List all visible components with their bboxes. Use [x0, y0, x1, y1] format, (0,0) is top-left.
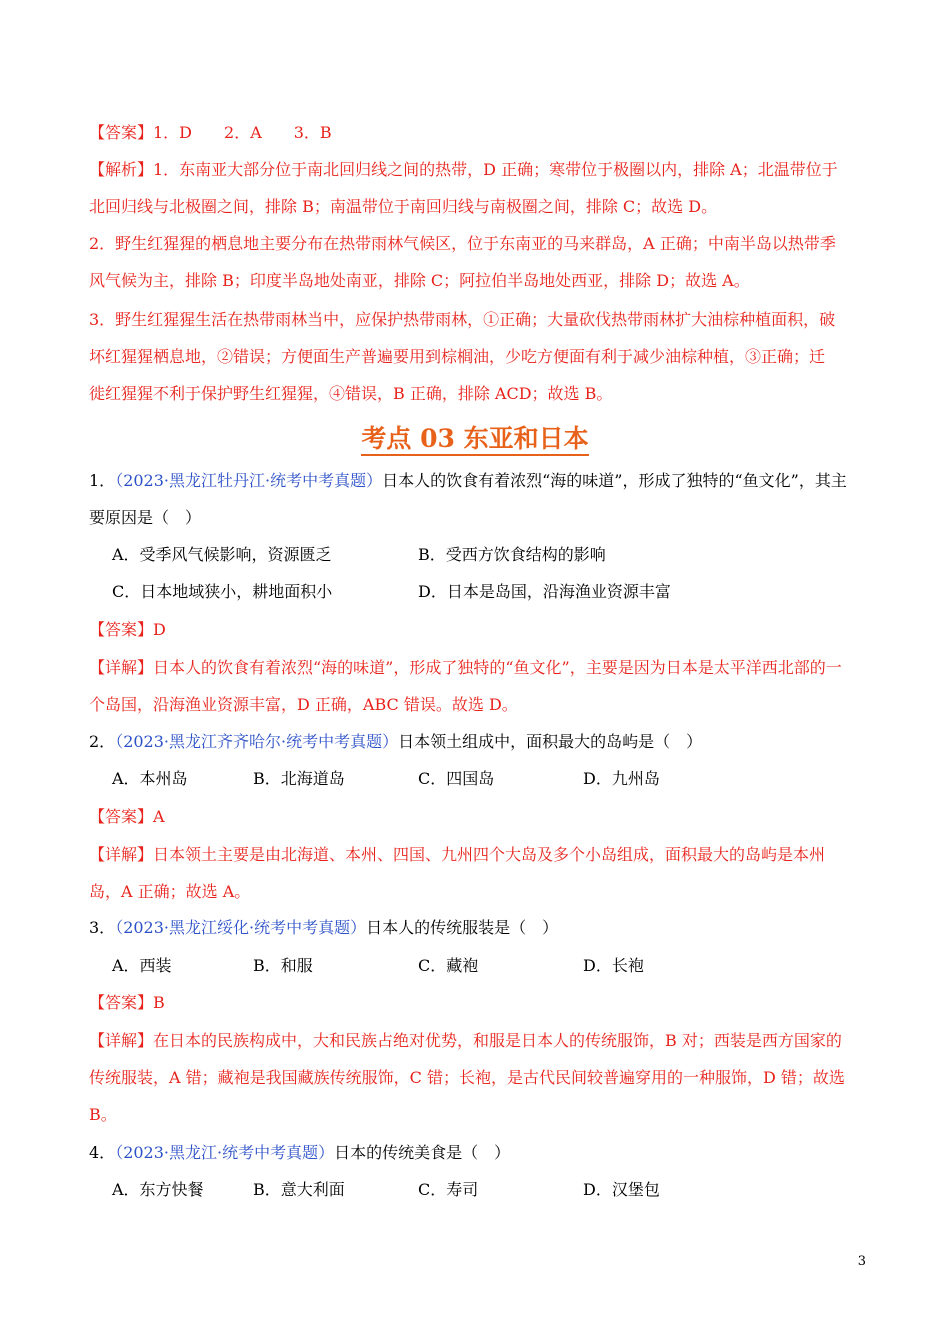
- answer-line: 【答案】B: [89, 993, 165, 1012]
- option-b: B．北海道岛: [253, 769, 345, 788]
- option-c: C．四国岛: [418, 769, 495, 788]
- option-b: B．和服: [253, 956, 313, 975]
- detail-line: 个岛国，沿海渔业资源丰富，D 正确，ABC 错误。故选 D。: [89, 695, 518, 714]
- option-d: D．日本是岛国，沿海渔业资源丰富: [418, 582, 671, 601]
- section-title: 考点 03 东亚和日本: [0, 422, 950, 456]
- option-d: D．汉堡包: [583, 1180, 660, 1199]
- detail-line: 岛，A 正确；故选 A。: [89, 882, 251, 901]
- analysis-line: 徙红猩猩不利于保护野生红猩猩，④错误，B 正确，排除 ACD；故选 B。: [89, 384, 613, 403]
- option-b: B．意大利面: [253, 1180, 345, 1199]
- analysis-line: 【解析】1．东南亚大部分位于南北回归线之间的热带，D 正确；寒带位于极圈以内，排除 A；北温带位于: [89, 160, 838, 179]
- analysis-line: 北回归线与北极圈之间，排除 B；南温带位于南回归线与南极圈之间，排除 C；故选 D。: [89, 197, 718, 216]
- option-a: A．东方快餐: [112, 1180, 204, 1199]
- answer-line: 【答案】A: [89, 807, 165, 826]
- option-a: A．受季风气候影响，资源匮乏: [112, 545, 332, 564]
- question-2-stem: 2．（2023·黑龙江齐齐哈尔·统考中考真题）日本领土组成中，面积最大的岛屿是（ ）: [89, 732, 703, 751]
- detail-line: 传统服装，A 错；藏袍是我国藏族传统服饰，C 错；长袍，是古代民间较普遍穿用的一种服饰，D 错；故选: [89, 1068, 845, 1087]
- analysis-line: 2．野生红猩猩的栖息地主要分布在热带雨林气候区，位于东南亚的马来群岛，A 正确；中南半岛以热带季: [89, 234, 836, 253]
- detail-line: 【详解】日本人的饮食有着浓烈“海的味道”，形成了独特的“鱼文化”，主要是因为日本是太平洋西北部的一: [89, 658, 842, 677]
- question-source: （2023·黑龙江齐齐哈尔·统考中考真题）: [115, 732, 399, 751]
- option-d: D．九州岛: [583, 769, 660, 788]
- question-1-stem: 1．（2023·黑龙江牡丹江·统考中考真题）日本人的饮食有着浓烈“海的味道”，形成了独特的“鱼文化”，其主: [89, 471, 847, 490]
- answer-line: 【答案】D: [89, 620, 166, 639]
- option-c: C．藏袍: [418, 956, 479, 975]
- question-4-stem: 4．（2023·黑龙江·统考中考真题）日本的传统美食是（ ）: [89, 1143, 511, 1162]
- page-number: 3: [857, 1254, 866, 1269]
- question-3-stem: 3．（2023·黑龙江绥化·统考中考真题）日本人的传统服装是（ ）: [89, 918, 559, 937]
- option-d: D．长袍: [583, 956, 644, 975]
- question-source: （2023·黑龙江绥化·统考中考真题）: [115, 918, 367, 937]
- question-1-stem-cont: 要原因是（ ）: [89, 508, 202, 527]
- option-c: C．日本地域狭小，耕地面积小: [112, 582, 333, 601]
- option-a: A．本州岛: [112, 769, 188, 788]
- analysis-line: 坏红猩猩栖息地，②错误；方便面生产普遍要用到棕榈油，少吃方便面有利于减少油棕种植，③正确；迁: [89, 347, 826, 366]
- detail-line: B。: [89, 1105, 117, 1124]
- analysis-line: 风气候为主，排除 B；印度半岛地处南亚，排除 C；阿拉伯半岛地处西亚，排除 D；故选 A。: [89, 271, 750, 290]
- question-source: （2023·黑龙江牡丹江·统考中考真题）: [115, 471, 383, 490]
- option-c: C．寿司: [418, 1180, 479, 1199]
- analysis-line: 3．野生红猩猩生活在热带雨林当中，应保护热带雨林，①正确；大量砍伐热带雨林扩大油棕种植面积，破: [89, 310, 836, 329]
- answer-line: 【答案】1．D 2．A 3．B: [89, 123, 332, 142]
- option-b: B．受西方饮食结构的影响: [418, 545, 606, 564]
- detail-line: 【详解】在日本的民族构成中，大和民族占绝对优势，和服是日本人的传统服饰，B 对；西装是西方国家的: [89, 1031, 842, 1050]
- question-source: （2023·黑龙江·统考中考真题）: [115, 1143, 335, 1162]
- detail-line: 【详解】日本领土主要是由北海道、本州、四国、九州四个大岛及多个小岛组成，面积最大的岛屿是本州: [89, 845, 826, 864]
- option-a: A．西装: [112, 956, 172, 975]
